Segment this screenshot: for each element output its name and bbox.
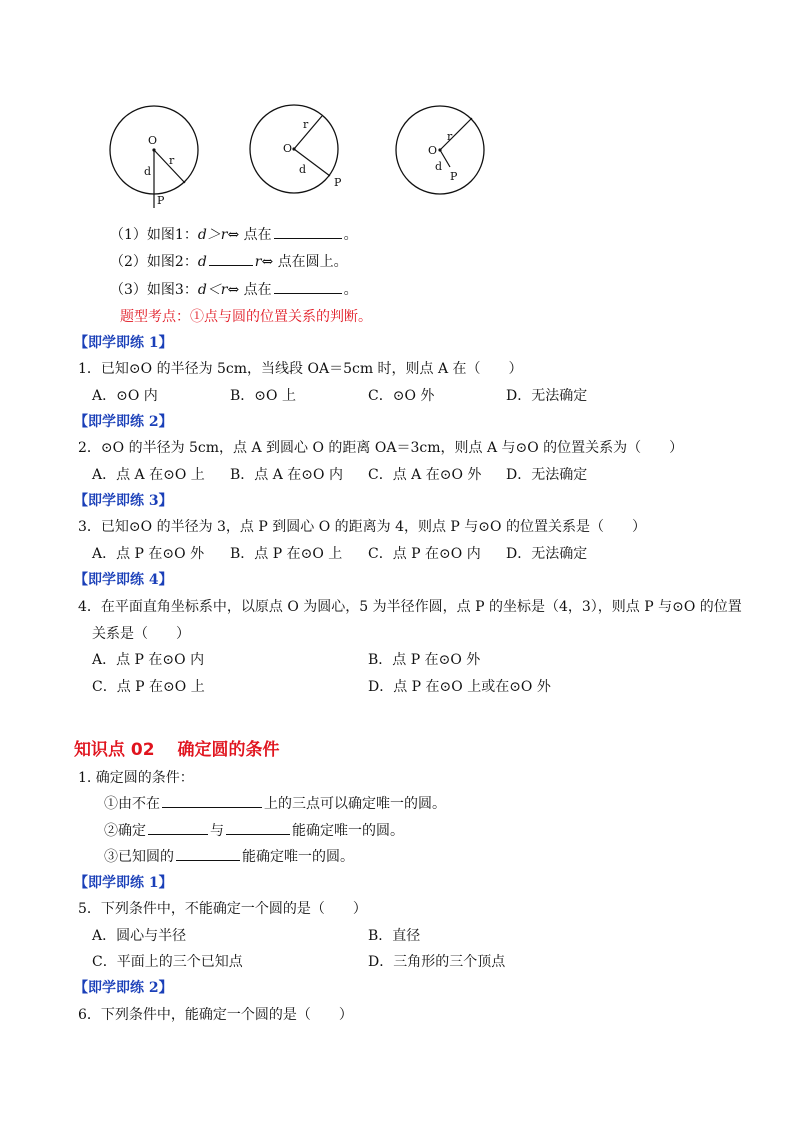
question-stem: 5．下列条件中，不能确定一个圆的是（ ） <box>78 901 367 917</box>
fill-line-2: （2）如图2：d r⇔ 点在圆上。 <box>110 251 348 271</box>
blank <box>209 251 253 266</box>
condition-item-3: ③已知圆的 能确定唯一的圆。 <box>104 846 354 866</box>
blank <box>226 820 290 835</box>
option: B．点 P 在⊙O 外 <box>368 652 481 668</box>
option: D．点 P 在⊙O 上或在⊙O 外 <box>368 679 551 695</box>
practice-label: 【即学即练 3】 <box>74 493 173 509</box>
option: C．点 P 在⊙O 上 <box>92 679 205 695</box>
option: B．⊙O 上 <box>230 388 296 404</box>
option: B．点 P 在⊙O 上 <box>230 546 343 562</box>
blank <box>274 224 342 239</box>
label-p-2: P <box>334 176 342 189</box>
question-stem-continued: 关系是（ ） <box>92 626 190 642</box>
exam-point-note: 题型考点：①点与圆的位置关系的判断。 <box>120 309 372 325</box>
option: C．⊙O 外 <box>368 388 435 404</box>
fill-line-3: （3）如图3：d＜r⇔ 点在 。 <box>110 279 358 299</box>
label-r-2: r <box>303 118 309 131</box>
blank <box>176 846 240 861</box>
label-o-2: O <box>283 142 293 155</box>
option: A．⊙O 内 <box>92 388 158 404</box>
label-d-2: d <box>299 163 307 176</box>
practice-label: 【即学即练 4】 <box>74 572 173 588</box>
option: A．点 P 在⊙O 内 <box>92 652 205 668</box>
condition-item-1: ①由不在 上的三点可以确定唯一的圆。 <box>104 793 446 813</box>
question-stem: 2．⊙O 的半径为 5cm，点 A 到圆心 O 的距离 OA＝3cm，则点 A 与⊙O 的位置关系为（ ） <box>78 440 684 456</box>
label-d-3: d <box>435 160 443 173</box>
blank <box>274 279 342 294</box>
radius-line-3 <box>440 118 472 150</box>
figure-3 <box>392 100 492 200</box>
figure-2 <box>246 100 366 200</box>
condition-item-2: ②确定 与 能确定唯一的圆。 <box>104 820 404 840</box>
label-p-1: P <box>157 194 165 207</box>
practice-label: 【即学即练 2】 <box>74 414 173 430</box>
question-stem: 4．在平面直角坐标系中，以原点 O 为圆心，5 为半径作圆，点 P 的坐标是（4，3），则点 P 与⊙O 的位置 <box>78 599 742 615</box>
question-stem: 3．已知⊙O 的半径为 3，点 P 到圆心 O 的距离为 4，则点 P 与⊙O 的位置关系是（ ） <box>78 519 646 535</box>
option: C．平面上的三个已知点 <box>92 954 243 970</box>
label-d-1: d <box>144 165 152 178</box>
option: A．点 A 在⊙O 上 <box>92 467 205 483</box>
section-title: 知识点 02 确定圆的条件 <box>74 740 280 760</box>
label-r-1: r <box>169 154 175 167</box>
question-stem: 6．下列条件中，能确定一个圆的是（ ） <box>78 1007 353 1023</box>
practice-label: 【即学即练 1】 <box>74 335 173 351</box>
fill-line-1: （1）如图1：d＞r⇔ 点在 。 <box>110 224 358 244</box>
label-o-3: O <box>428 144 438 157</box>
option: D．无法确定 <box>506 388 588 404</box>
option: D．无法确定 <box>506 546 588 562</box>
option: C．点 A 在⊙O 外 <box>368 467 482 483</box>
option: A．点 P 在⊙O 外 <box>92 546 205 562</box>
section-heading: 1. 确定圆的条件： <box>78 770 194 786</box>
blank <box>162 793 262 808</box>
blank <box>148 820 208 835</box>
practice-label: 【即学即练 2】 <box>74 980 173 996</box>
option: B．直径 <box>368 928 421 944</box>
option: D．无法确定 <box>506 467 588 483</box>
figure-1 <box>100 100 220 212</box>
practice-label: 【即学即练 1】 <box>74 875 173 891</box>
label-p-3: P <box>450 170 458 183</box>
label-o-1: O <box>148 134 158 147</box>
option: B．点 A 在⊙O 内 <box>230 467 343 483</box>
option: C．点 P 在⊙O 内 <box>368 546 481 562</box>
question-stem: 1．已知⊙O 的半径为 5cm，当线段 OA＝5cm 时，则点 A 在（ ） <box>78 361 523 377</box>
option: D．三角形的三个顶点 <box>368 954 506 970</box>
label-r-3: r <box>447 130 453 143</box>
option: A．圆心与半径 <box>92 928 187 944</box>
